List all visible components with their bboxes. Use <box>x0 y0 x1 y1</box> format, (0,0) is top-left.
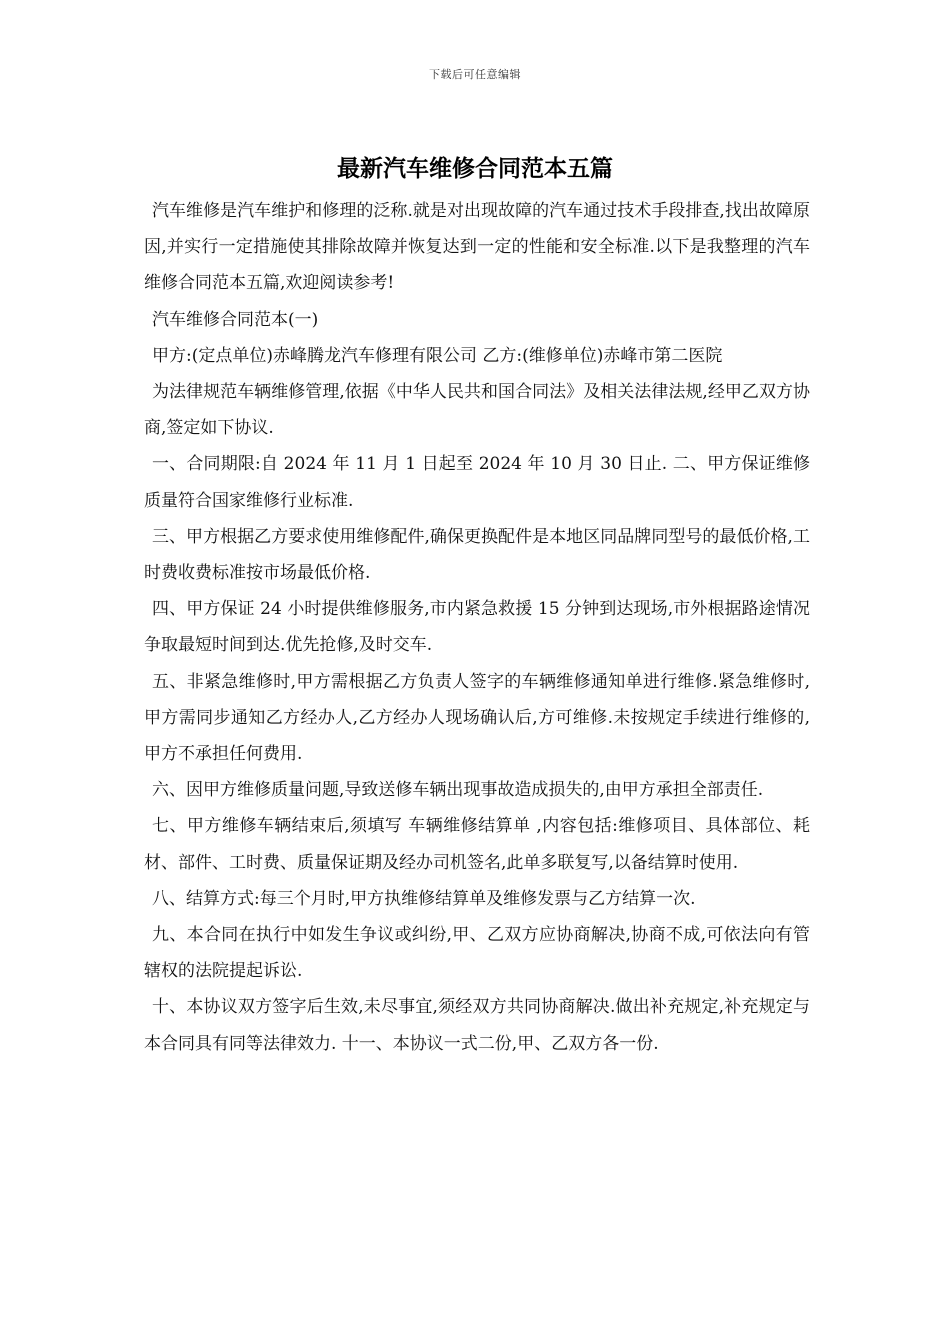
intro-paragraph: 汽车维修是汽车维护和修理的泛称.就是对出现故障的汽车通过技术手段排查,找出故障原因,并实行一定措施使其排除故障并恢复达到一定的性能和安全标准.以下是我整理的汽车维修合同范本五篇,欢迎阅读参考! <box>144 201 810 294</box>
clause-4: 四、甲方保证 24 小时提供维修服务,市内紧急救援 15 分钟到达现场,市外根据路途情况争取最短时间到达.优先抢修,及时交车. <box>144 599 810 656</box>
clause-8: 八、结算方式:每三个月时,甲方执维修结算单及维修发票与乙方结算一次. <box>152 888 696 909</box>
clause-6: 六、因甲方维修质量问题,导致送修车辆出现事故造成损失的,由甲方承担全部责任. <box>152 780 764 801</box>
parties-paragraph: 甲方:(定点单位)赤峰腾龙汽车修理有限公司 乙方:(维修单位)赤峰市第二医院 <box>152 345 723 366</box>
clause-1-2: 一、合同期限:自 2024 年 11 月 1 日起至 2024 年 10 月 30 日止. 二、甲方保证维修质量符合国家维修行业标准. <box>144 454 810 511</box>
page-header-note: 下载后可任意编辑 <box>429 68 521 81</box>
clause-5: 五、非紧急维修时,甲方需根据乙方负责人签字的车辆维修通知单进行维修.紧急维修时,甲方需同步通知乙方经办人,乙方经办人现场确认后,方可维修.未按规定手续进行维修的,甲方不承担任何费用. <box>144 671 810 765</box>
document-title: 最新汽车维修合同范本五篇 <box>337 156 613 182</box>
document-body <box>144 193 810 1062</box>
clause-3: 三、甲方根据乙方要求使用维修配件,确保更换配件是本地区同品牌同型号的最低价格,工时费收费标准按市场最低价格. <box>144 526 810 584</box>
clause-10-11: 十、本协议双方签字后生效,未尽事宜,须经双方共同协商解决.做出补充规定,补充规定与本合同具有同等法律效力. 十一、本协议一式二份,甲、乙双方各一份. <box>144 997 810 1054</box>
clause-9: 九、本合同在执行中如发生争议或纠纷,甲、乙双方应协商解决,协商不成,可依法向有管辖权的法院提起诉讼. <box>144 925 810 982</box>
clause-7: 七、甲方维修车辆结束后,须填写 车辆维修结算单 ,内容包括:维修项目、具体部位、耗材、部件、工时费、质量保证期及经办司机签名,此单多联复写,以备结算时使用. <box>144 816 810 873</box>
preamble-paragraph: 为法律规范车辆维修管理,依据《中华人民共和国合同法》及相关法律法规,经甲乙双方协商,签定如下协议. <box>144 382 810 439</box>
contract-subtitle: 汽车维修合同范本(一) <box>152 309 319 330</box>
